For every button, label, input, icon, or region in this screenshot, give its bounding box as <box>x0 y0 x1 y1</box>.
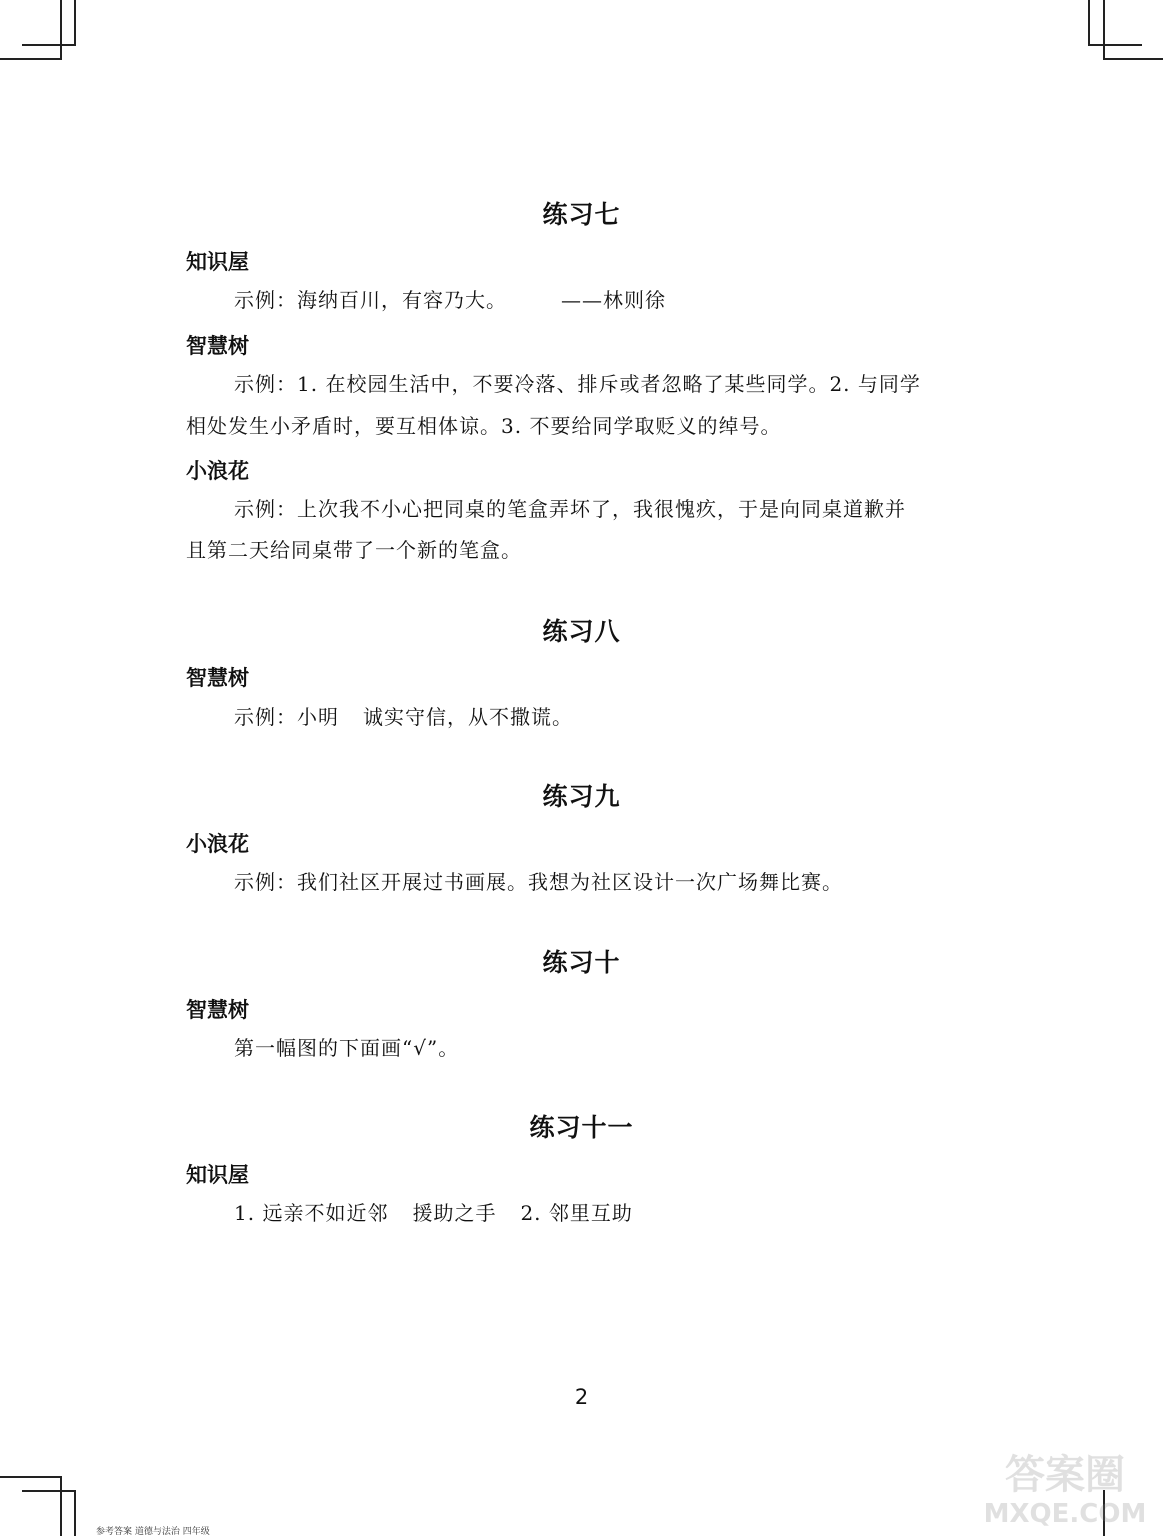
section-title-8: 练习八 <box>542 617 621 646</box>
example-line <box>234 280 666 321</box>
crop-mark-bottom-left-v1 <box>60 1476 62 1536</box>
crop-mark-top-right-v1 <box>1088 0 1090 44</box>
example-line: 示例：1. 在校园生活中，不要冷落、排斥或者忽略了某些同学。2. 与同学 <box>234 372 921 396</box>
answer-part-2: 援助之手 <box>412 1201 497 1225</box>
section-title-11: 练习十一 <box>529 1113 634 1142</box>
example-line-continued: 相处发生小矛盾时，要互相体谅。3. 不要给同学取贬义的绰号。 <box>186 414 782 438</box>
crop-mark-top-left-h2 <box>0 58 62 60</box>
crop-mark-top-right-h1 <box>1088 44 1142 46</box>
watermark-title: 答案圈 <box>1005 1452 1125 1498</box>
sub-heading-little-wave: 小浪花 <box>186 832 249 856</box>
crop-mark-top-right-v2 <box>1103 0 1105 60</box>
answer-part-3: 2. 邻里互助 <box>520 1201 633 1225</box>
example-line-continued: 且第二天给同桌带了一个新的笔盒。 <box>186 538 522 562</box>
section-title-10: 练习十 <box>542 948 621 977</box>
example-author: ——林则徐 <box>561 288 666 312</box>
answer-line: 第一幅图的下面画“√”。 <box>234 1036 460 1060</box>
example-text: 示例：海纳百川，有容乃大。 <box>234 288 507 312</box>
sub-heading-wisdom-tree: 智慧树 <box>186 998 249 1022</box>
sub-heading-little-wave: 小浪花 <box>186 459 249 483</box>
page-number: 2 <box>574 1385 589 1409</box>
section-title-7: 练习七 <box>542 200 621 229</box>
answer-line <box>234 1193 633 1234</box>
example-line: 示例：上次我不小心把同桌的笔盒弄坏了，我很愧疚，于是向同桌道歉并 <box>234 497 906 521</box>
crop-mark-top-left-v2 <box>74 0 76 44</box>
example-name: 示例：小明 <box>234 705 339 729</box>
footer-text: 参考答案 道德与法治 四年级 <box>96 1527 210 1537</box>
sub-heading-knowledge-house: 知识屋 <box>186 250 249 274</box>
crop-mark-top-right-h2 <box>1103 58 1163 60</box>
answer-part-1: 1. 远亲不如近邻 <box>234 1201 389 1225</box>
crop-mark-bottom-left-v2 <box>74 1490 76 1536</box>
sub-heading-wisdom-tree: 智慧树 <box>186 334 249 358</box>
crop-mark-bottom-left-h2 <box>22 1490 76 1492</box>
sub-heading-knowledge-house: 知识屋 <box>186 1163 249 1187</box>
section-title-9: 练习九 <box>542 782 621 811</box>
crop-mark-top-left-v1 <box>60 0 62 60</box>
crop-mark-bottom-left-h1 <box>0 1476 62 1478</box>
example-line <box>234 697 573 738</box>
watermark-logo <box>980 1440 1150 1530</box>
crop-mark-top-left-h1 <box>22 44 76 46</box>
example-line: 示例：我们社区开展过书画展。我想为社区设计一次广场舞比赛。 <box>234 870 843 894</box>
watermark-domain: MXQE.COM <box>983 1499 1147 1529</box>
example-quality: 诚实守信，从不撒谎。 <box>363 705 573 729</box>
sub-heading-wisdom-tree: 智慧树 <box>186 666 249 690</box>
